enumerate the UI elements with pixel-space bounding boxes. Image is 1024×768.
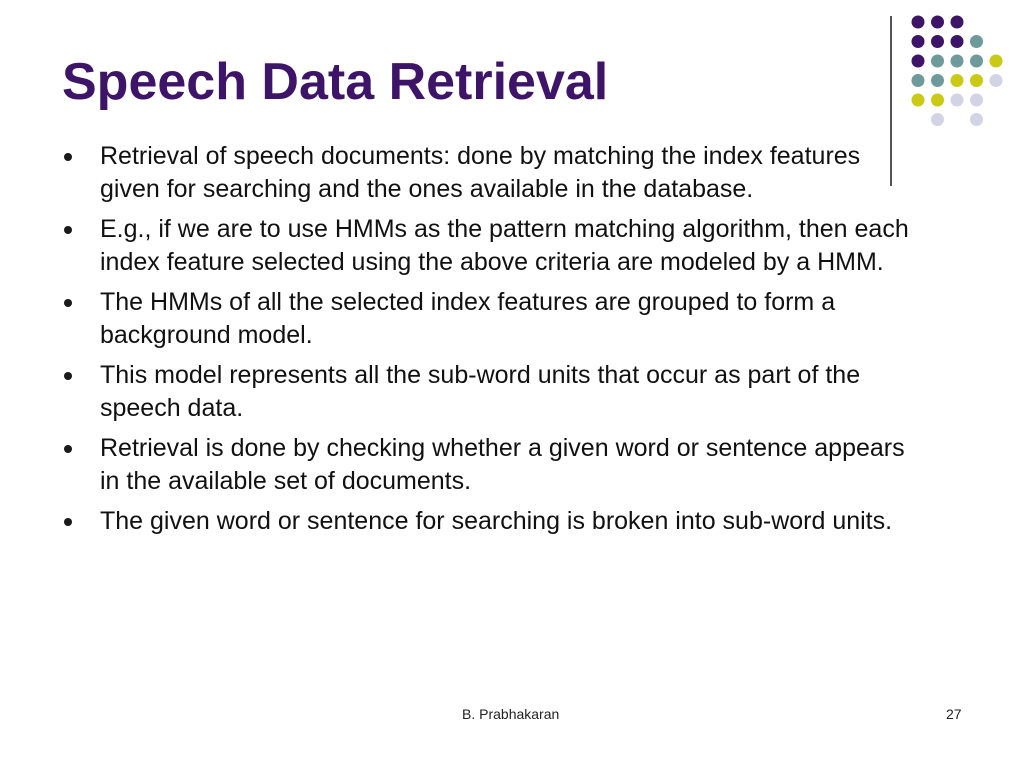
decorative-dot	[970, 74, 983, 87]
bullet-dot-icon	[64, 226, 72, 234]
bullet-text: The HMMs of all the selected index features are grouped to form a background model.	[100, 288, 836, 349]
bullet-item	[62, 359, 912, 424]
decorative-dot	[951, 35, 964, 48]
bullet-dot-icon	[64, 445, 72, 453]
footer-author: B. Prabhakaran	[462, 706, 560, 722]
decorative-dot	[970, 113, 983, 126]
bullet-item	[62, 140, 912, 205]
bullet-text: Retrieval is done by checking whether a given word or sentence appears in the available set of documents.	[100, 434, 905, 495]
decorative-dot	[931, 55, 944, 68]
bullet-item	[62, 505, 912, 538]
page-number: 27	[946, 706, 962, 722]
bullet-dot-icon	[64, 299, 72, 307]
decorative-dot	[951, 55, 964, 68]
decorative-dot	[912, 55, 925, 68]
decorative-dot	[951, 94, 964, 107]
decorative-dot	[931, 16, 944, 29]
decorative-dot	[931, 94, 944, 107]
bullet-dot-icon	[64, 153, 72, 161]
bullet-item	[62, 213, 912, 278]
bullet-text: The given word or sentence for searching is broken into sub-word units.	[100, 507, 893, 535]
decorative-dot	[990, 55, 1003, 68]
decorative-dot	[970, 35, 983, 48]
decorative-dot	[912, 16, 925, 29]
bullet-list	[62, 140, 912, 546]
decorative-dot	[931, 113, 944, 126]
decorative-dot	[970, 94, 983, 107]
decorative-dot	[951, 16, 964, 29]
decorative-dot	[970, 55, 983, 68]
bullet-item	[62, 432, 912, 497]
decorative-dot	[931, 35, 944, 48]
bullet-text: Retrieval of speech documents: done by matching the index features given for searching and the ones available in the database.	[100, 142, 861, 203]
decorative-dot	[951, 74, 964, 87]
decorative-dot	[990, 74, 1003, 87]
decorative-dot	[912, 74, 925, 87]
decorative-dot	[912, 35, 925, 48]
slide-title: Speech Data Retrieval	[62, 53, 609, 111]
decorative-dot	[931, 74, 944, 87]
bullet-text: This model represents all the sub-word units that occur as part of the speech data.	[100, 361, 861, 422]
bullet-item	[62, 286, 912, 351]
bullet-text: E.g., if we are to use HMMs as the pattern matching algorithm, then each index feature selected using the above criteria are modeled by a HMM.	[100, 215, 909, 276]
bullet-dot-icon	[64, 518, 72, 526]
bullet-dot-icon	[64, 372, 72, 380]
decorative-dot	[912, 94, 925, 107]
